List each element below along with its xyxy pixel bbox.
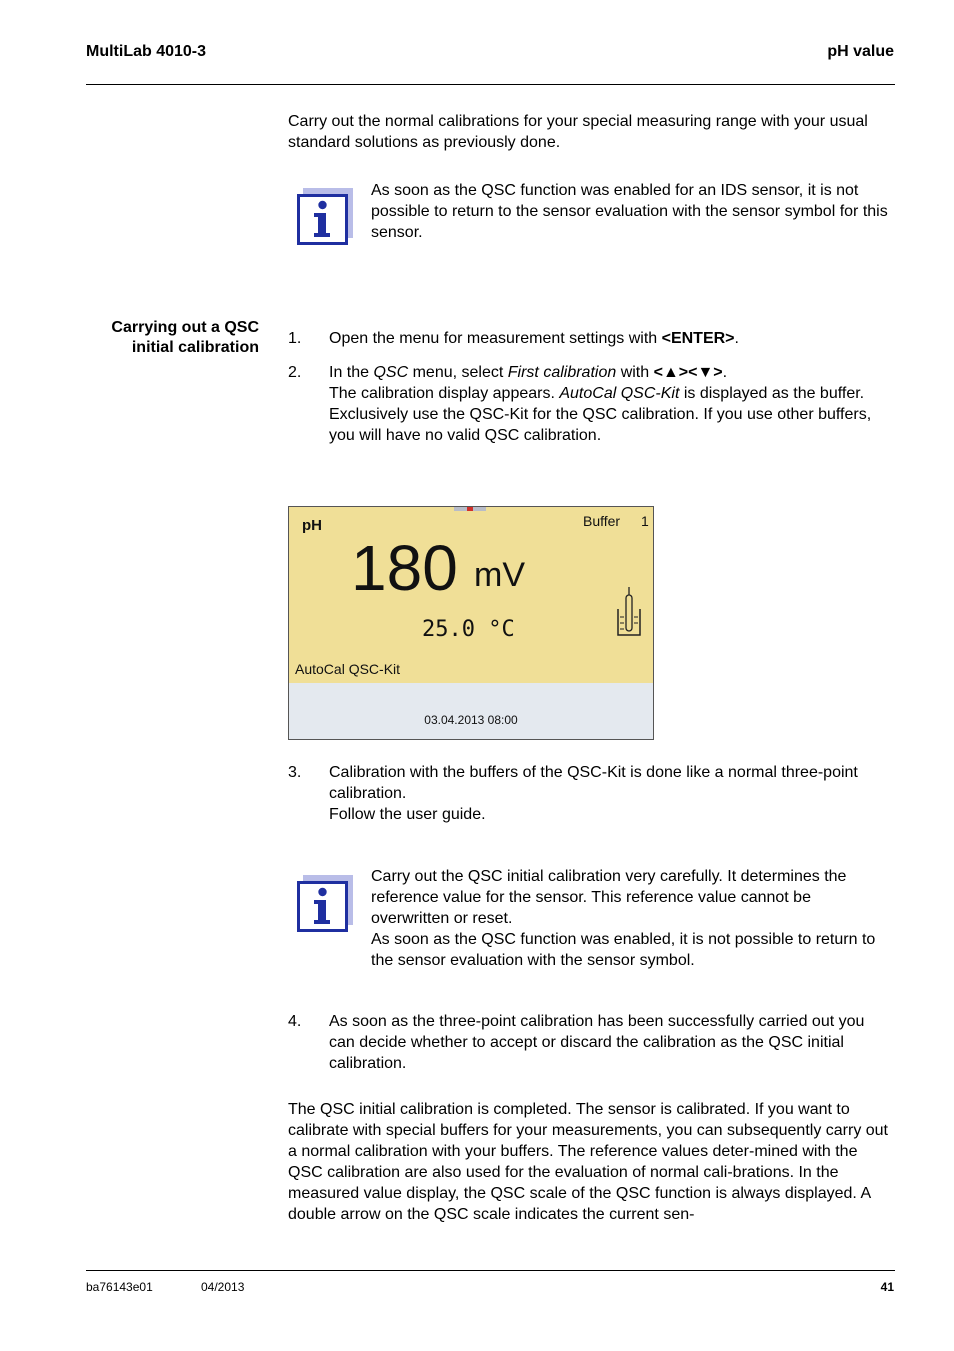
footer-document-number: ba76143e01: [86, 1280, 153, 1294]
info-icon: [297, 875, 353, 933]
section-heading: [111, 318, 259, 358]
closing-paragraph: The QSC initial calibration is completed. The sensor is calibrated. If you want to calibrate with special buffers for your measurements, you can subsequently carry out a normal calibration with your buffers. The reference values deter-mined with the QSC calibration are also used for the evaluation of normal cali-brations. In the measured value display, the QSC scale of the QSC function is always displayed. A double arrow on the QSC scale indicates the current sen-: [288, 1101, 888, 1223]
display-buffer-number: 1: [641, 513, 649, 529]
instrument-display: [288, 506, 654, 740]
intro-paragraph: Carry out the normal calibrations for your special measuring range with your usual standard solutions as previously done.: [288, 113, 868, 151]
step-3-text: Calibration with the buffers of the QSC-Kit is done like a normal three-point calibration. Follow the user guide.: [329, 764, 858, 823]
display-parameter: pH: [302, 517, 322, 534]
header-rule: [86, 84, 895, 85]
display-value: 180: [351, 532, 458, 604]
display-status-bar: [289, 683, 653, 739]
note-2-line-1: Carry out the QSC initial calibration very carefully. It determines the reference value for the sensor. This reference value cannot be overwritten or reset.: [371, 868, 847, 927]
footer-date: 04/2013: [201, 1280, 245, 1294]
step-4-number: 4.: [288, 1013, 302, 1030]
step-2-text: In the QSC menu, select First calibration with <▲><▼>. The calibration display appears. AutoCal QSC-Kit is displayed as the buffer. Exclusively use the QSC-Kit for the QSC calibration. If you use other buffers, you will have no valid QSC calibration.: [329, 364, 872, 444]
page-number: 41: [880, 1280, 894, 1294]
section-heading-line-1: Carrying out a QSC: [111, 319, 259, 336]
footer-rule: [86, 1270, 895, 1271]
display-temperature: 25.0 °C: [422, 617, 515, 642]
note-2-line-2: As soon as the QSC function was enabled, it is not possible to return to the sensor evaluation with the sensor symbol.: [371, 931, 876, 969]
display-mode-label: AutoCal QSC-Kit: [295, 661, 401, 677]
running-header-section: pH value: [827, 43, 894, 60]
step-1-text: Open the menu for measurement settings with <ENTER>.: [329, 330, 739, 347]
step-1-number: 1.: [288, 330, 302, 347]
step-3-number: 3.: [288, 764, 302, 781]
display-unit: mV: [474, 556, 525, 594]
display-buffer-label: Buffer: [583, 513, 621, 529]
note-2-text: [371, 866, 891, 971]
running-header-title: MultiLab 4010-3: [86, 43, 207, 60]
display-indicator: [454, 507, 486, 511]
note-1-text: As soon as the QSC function was enabled for an IDS sensor, it is not possible to return to the sensor evaluation with the sensor symbol for this sensor.: [371, 182, 888, 241]
info-icon: [297, 188, 353, 246]
display-datetime: 03.04.2013 08:00: [424, 713, 518, 727]
step-4-text: As soon as the three-point calibration has been successfully carried out you can decide whether to accept or discard the calibration as the QSC initial calibration.: [329, 1013, 865, 1072]
beaker-sensor-icon: [615, 587, 643, 639]
section-heading-line-2: initial calibration: [131, 339, 259, 356]
step-2-number: 2.: [288, 364, 302, 381]
